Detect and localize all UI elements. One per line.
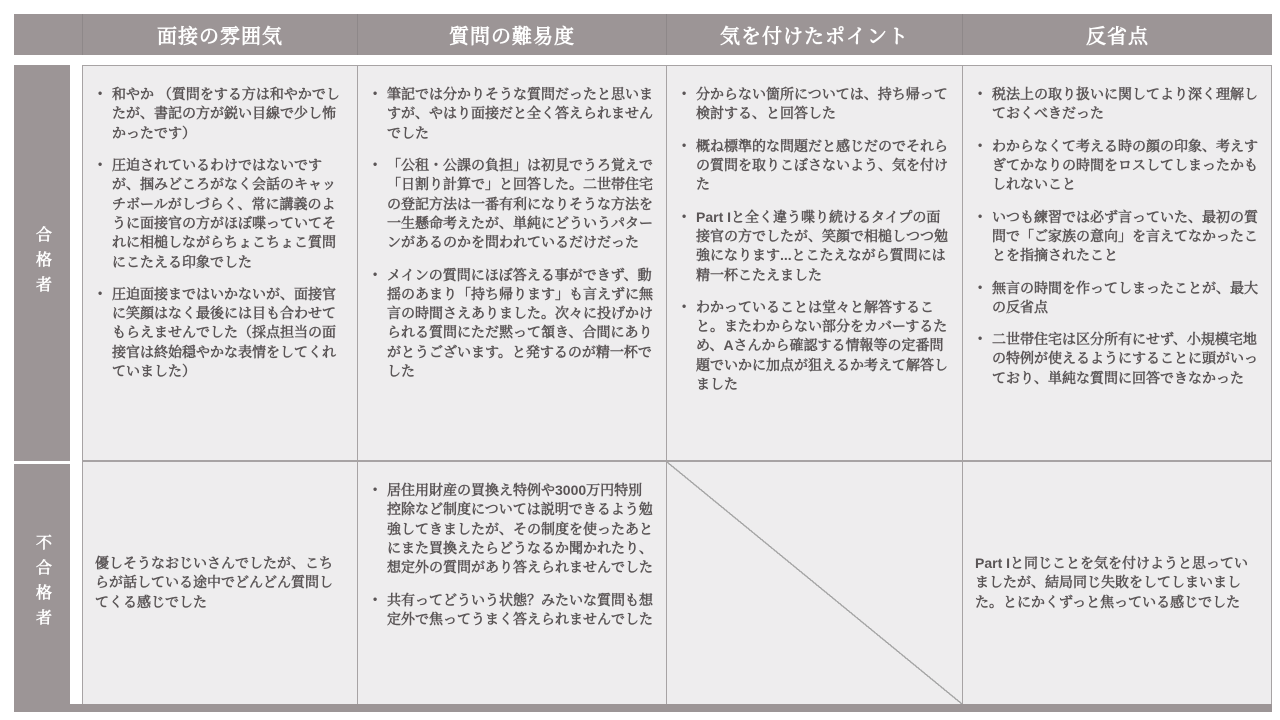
table-header-row (14, 14, 1272, 55)
row-label-cell-fail (14, 461, 70, 704)
header-corner-cell (14, 14, 82, 55)
table-row-pass (14, 65, 1272, 461)
header-atmosphere: 面接の雰囲気 (82, 14, 357, 55)
bullet-list (963, 66, 1271, 409)
bullet-item: • 分からない箇所については、持ち帰って検討する、と回答した (679, 85, 951, 124)
bullet-item: • 税法上の取り扱いに関してより深く理解しておくべきだった (975, 85, 1260, 124)
cell-pass-difficulty (357, 65, 666, 461)
bullet-item: • Part Iと全く違う喋り続けるタイプの面接官の方でしたが、笑顔で相槌しつつ勉強になります...とこたえながら質問には精一杯こたえました (679, 208, 951, 285)
bullet-item: • いつも練習では必ず言っていた、最初の質問で「ご家族の意向」を言えてなかったことを指摘されたこと (975, 208, 1260, 266)
bullet-item: • 「公租・公課の負担」は初見でうろ覚えで「日割り計算で」と回答した。二世帯住宅の登記方法は一番有利になりそうな方法を一生懸命考えたが、単純にどういうパターンがあるのかを問われているだけだった (370, 156, 655, 253)
bullet-list (83, 66, 357, 402)
table-row-fail (14, 461, 1272, 704)
cell-fail-atmosphere (82, 461, 357, 704)
bullet-item: • わからなくて考える時の顔の印象、考えすぎてかなりの時間をロスしてしまったかもしれないこと (975, 137, 1260, 195)
label-body-gap (70, 65, 82, 461)
bullet-item: • メインの質問にほぼ答える事ができず、動揺のあまり「持ち帰ります」も言えずに無言の時間さえありました。次々に投げかけられる質問にただ黙って頷き、合間にありがとうございます。と発するのが精一杯でした (370, 266, 655, 382)
bullet-item: • 共有ってどういう状態？みたいな質問も想定外で焦ってうまく答えられませんでした (370, 591, 655, 630)
bullet-item: • 圧迫されているわけではないですが、掴みどころがなく会話のキャッチボールがしづらく、常に講義のように面接官の方がほぼ喋っていてそれに相槌しながらちょこちょこ質問にこたえる印象でした (95, 156, 346, 272)
header-body-gap (14, 55, 1272, 65)
table-bottom-border (14, 704, 1272, 712)
plain-text: 優しそうなおじいさんでしたが、こちらが話している途中でどんどん質問してくる感じでした (95, 554, 333, 610)
bullet-item: • わかっていることは堂々と解答すること。またわからない部分をカバーするため、Aさんから確認する情報等の定番問題でいかに加点が狙えるか考えて解答しました (679, 298, 951, 395)
label-body-gap (70, 461, 82, 704)
header-reflections: 反省点 (962, 14, 1272, 55)
cell-pass-points (666, 65, 962, 461)
row-label-cell-pass (14, 65, 70, 461)
cell-fail-points-empty-diagonal (666, 461, 962, 704)
bullet-item: • 概ね標準的な問題だと感じだのでそれらの質問を取りこぼさないよう、気を付けた (679, 137, 951, 195)
plain-text: Part Iと同じことを気を付けようと思っていましたが、結局同じ失敗をしてしまいました。とにかくずっと焦っている感じでした (975, 554, 1249, 610)
bullet-list (358, 66, 666, 402)
cell-pass-atmosphere (82, 65, 357, 461)
bullet-list (667, 66, 962, 415)
interview-comparison-table (14, 14, 1272, 712)
header-difficulty: 質問の難易度 (357, 14, 666, 55)
bullet-item: • 圧迫面接まではいかないが、面接官に笑顔はなく最後には目も合わせてもらえませんでした（採点担当の面接官は終始穏やかな表情をしてくれていました） (95, 285, 346, 382)
bullet-list (358, 462, 666, 650)
cell-fail-difficulty (357, 461, 666, 704)
cell-pass-reflections (962, 65, 1272, 461)
bullet-item: • 無言の時間を作ってしまったことが、最大の反省点 (975, 279, 1260, 318)
header-points: 気を付けたポイント (666, 14, 962, 55)
cell-fail-reflections (962, 461, 1272, 704)
bullet-item: • 和やか （質問をする方は和やかでしたが、書記の方が鋭い目線で少し怖かったです） (95, 85, 346, 143)
bullet-item: • 居住用財産の買換え特例や3000万円特別控除など制度については説明できるよう勉強してきましたが、その制度を使ったあとにまた買換えたらどうなるか聞かれたり、想定外の質問があり答えられませんでした (370, 481, 655, 578)
bullet-item: • 二世帯住宅は区分所有にせず、小規模宅地の特例が使えるようにすることに頭がいっており、単純な質問に回答できなかった (975, 330, 1260, 388)
row-label-fail: 不合格者 (33, 534, 51, 634)
row-label-pass: 合格者 (33, 225, 51, 301)
bullet-item: • 筆記では分かりそうな質問だったと思いますが、やはり面接だと全く答えられませんでした (370, 85, 655, 143)
